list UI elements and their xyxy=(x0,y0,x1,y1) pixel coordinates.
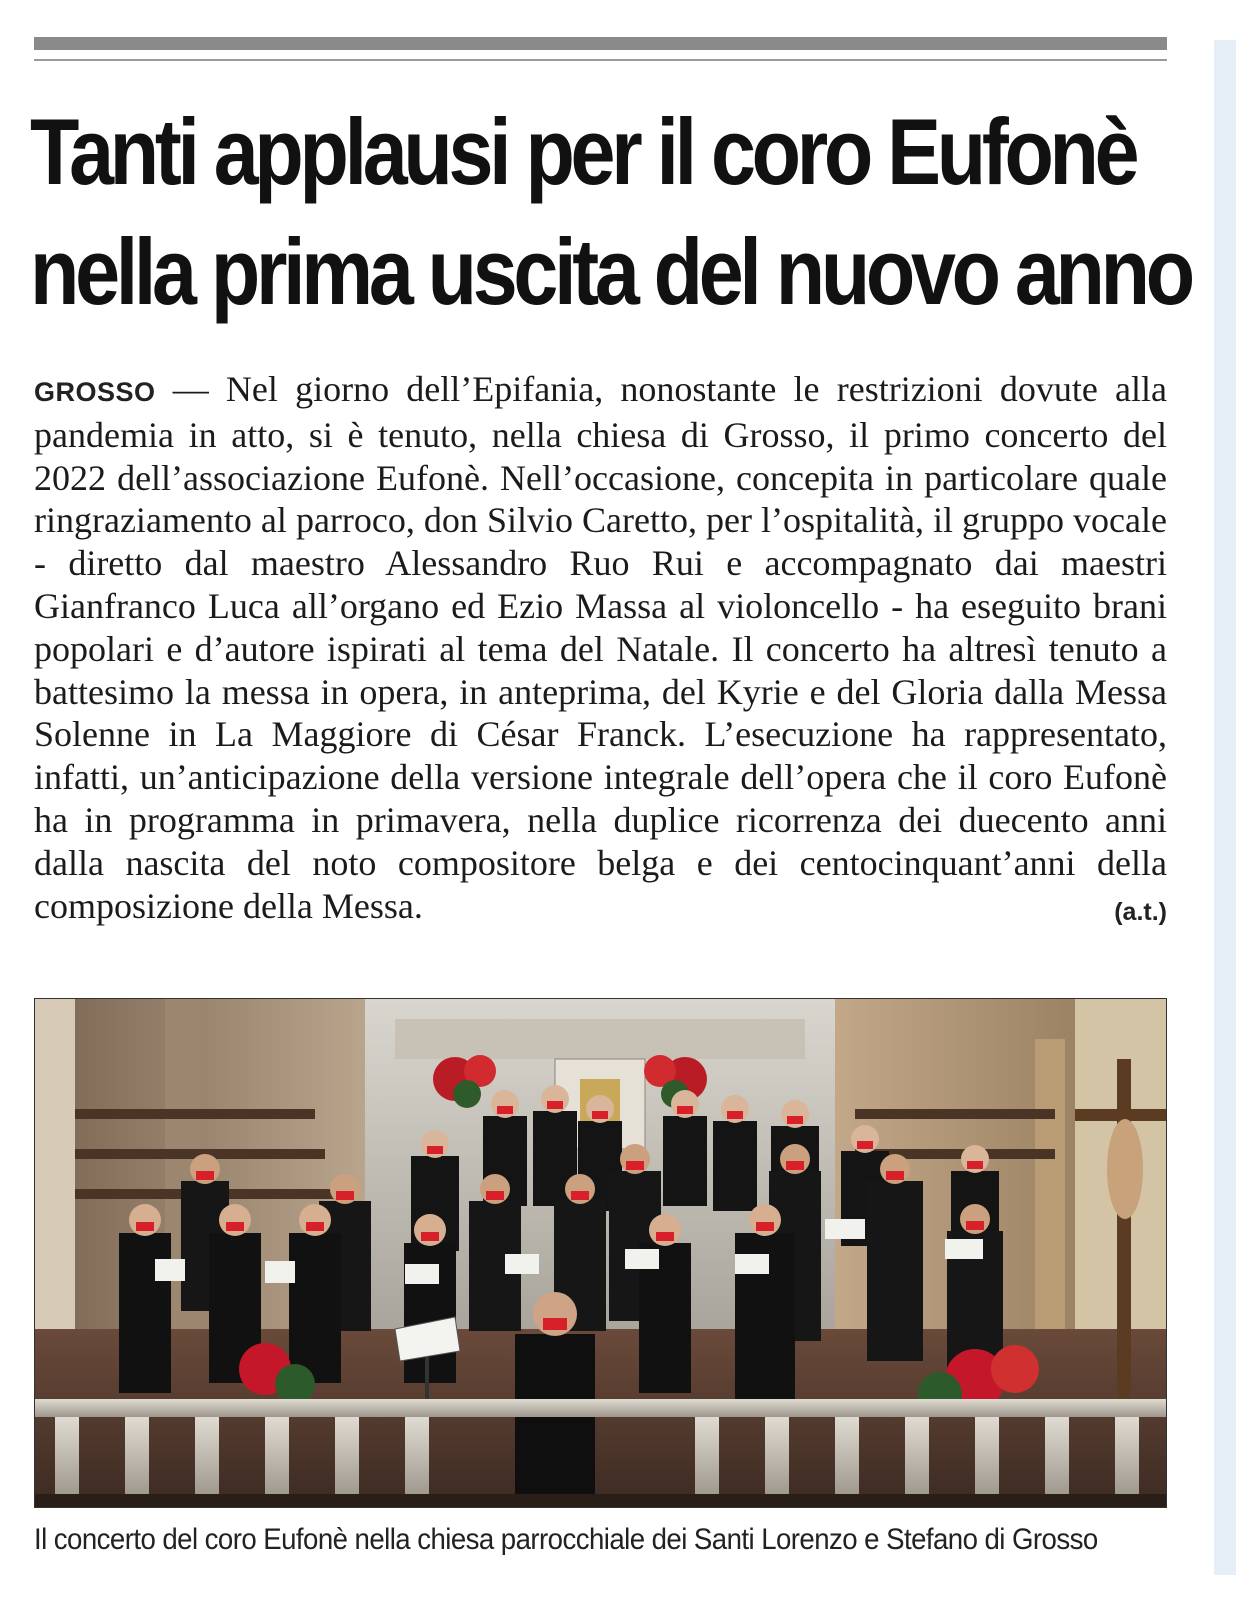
headline-line-2: nella prima uscita del nuovo anno xyxy=(30,219,1191,324)
headline xyxy=(30,92,1191,332)
headline-line-1: Tanti applausi per il coro Eufonè xyxy=(30,99,1136,204)
top-rule xyxy=(34,37,1167,50)
author-signature: (a.t.) xyxy=(1114,897,1167,926)
choir-photo xyxy=(34,998,1167,1508)
photo-caption: Il concerto del coro Eufonè nella chiesa parrocchiale dei Santi Lorenzo e Stefano di Grosso xyxy=(34,1523,1098,1556)
article-body xyxy=(34,368,1167,933)
top-rule-thin xyxy=(34,59,1167,61)
dateline: GROSSO xyxy=(34,377,156,407)
page-edge-strip xyxy=(1214,40,1236,1575)
article-text: — Nel giorno dell’Epifania, nonostante le restrizioni dovute alla pandemia in atto, si è tenuto, nella chiesa di Grosso, il primo concerto del 2022 dell’associazione Eufonè. Nell’occasione, concepita in particolare quale ringraziamento al parroco, don Silvio Caretto, per l’ospitalità, il gruppo vocale - diretto dal maestro Alessandro Ruo Rui e accompagnato dai maestri Gianfranco Luca all’organo ed Ezio Massa al violoncello - ha eseguito brani popolari e d’autore ispirati al tema del Natale. Il concerto ha altresì tenuto a battesimo la messa in opera, in anteprima, del Kyrie e del Gloria dalla Messa Solenne in La Maggiore di César Franck. L’esecuzione ha rappresentato, infatti, un’anticipazione della versione integrale dell’opera che il coro Eufonè ha in programma in primavera, nella duplice ricorrenza dei duecento anni dalla nascita del noto compositore belga e dei centocinquant’anni della composizione della Messa. xyxy=(34,369,1167,926)
